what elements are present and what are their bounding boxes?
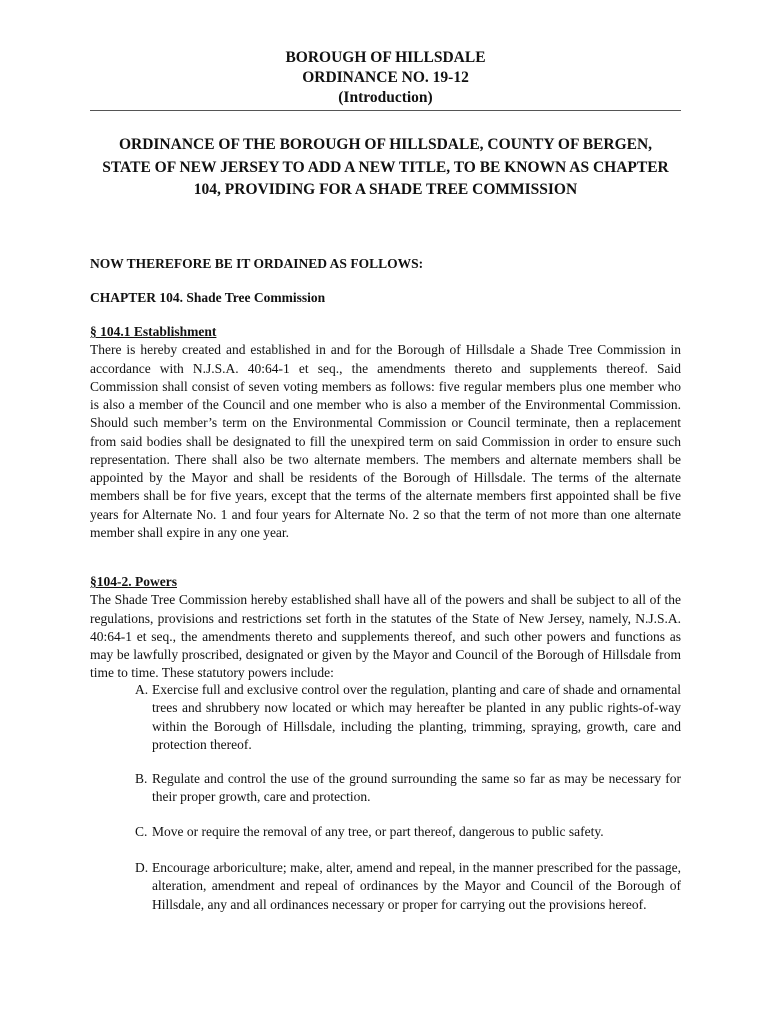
powers-list	[135, 681, 681, 754]
header-borough: BOROUGH OF HILLSDALE	[285, 49, 486, 66]
powers-list-c	[135, 823, 681, 841]
section-establishment	[90, 323, 681, 542]
list-item	[135, 770, 681, 807]
section-powers-text: The Shade Tree Commission hereby established shall have all of the powers and shall be subject to all of the regulations, provisions and restrictions set forth in the statutes of the State of New Jersey, namely, N.J.S.A. 40:64-1 et seq., the amendments thereto and supplements thereof, and such other powers and functions as may be lawfully proscribed, designated or given by the Mayor and Council of the Borough of Hillsdale from time to time. These statutory powers include:	[90, 592, 681, 681]
header-ordinance-number: ORDINANCE NO. 19-12	[302, 69, 469, 86]
list-item-text: Move or require the removal of any tree, or part thereof, dangerous to public safety.	[152, 824, 604, 839]
document-header	[90, 48, 681, 108]
list-item-text: Exercise full and exclusive control over the regulation, planting and care of shade and ornamental trees and shrubbery now located or which may hereafter be planted in any public rights-of-way within the Borough of Hillsdale, including the planting, trimming, spraying, growth, care and protection thereof.	[152, 682, 681, 752]
list-item-text: Encourage arboriculture; make, alter, amend and repeal, in the manner prescribed for the passage, alteration, amendment and repeal of ordinances by the Mayor and Council of the Borough of Hillsdale, any and all ordinances necessary or proper for carrying out the provisions hereof.	[152, 860, 681, 912]
list-item	[135, 823, 681, 841]
list-item	[135, 859, 681, 914]
header-divider	[90, 110, 681, 111]
list-item-text: Regulate and control the use of the ground surrounding the same so far as may be necessary for their proper growth, care and protection.	[152, 771, 681, 805]
section-powers-heading: §104-2. Powers	[90, 574, 177, 589]
list-item	[135, 681, 681, 754]
section-powers	[90, 573, 681, 683]
chapter-heading: CHAPTER 104. Shade Tree Commission	[90, 290, 326, 305]
section-establishment-text: There is hereby created and established in and for the Borough of Hillsdale a Shade Tree Commission in accordance with N.J.S.A. 40:64-1 et seq., the amendments thereto and supplements thereof. Said Commission shall consist of seven voting members as follows: five regular members plus one member who is also a member of the Council and one member who is also a member of the Environmental Commission. Should such member’s term on the Environmental Commission or Council terminate, then a replacement from said bodies shall be designated to fill the unexpired term on said Commission in order to ensure such representation. There shall also be two alternate members. The members and alternate members shall be appointed by the Mayor and shall be residents of the Borough of Hillsdale. The terms of the alternate members shall be for five years, except that the terms of the alternate members first appointed shall be five years for Alternate No. 1 and four years for Alternate No. 2 so that the term of not more than one alternate member shall expire in any one year.	[90, 342, 681, 540]
list-item-letter: B.	[135, 771, 148, 786]
header-introduction: (Introduction)	[338, 89, 433, 106]
list-item-letter: A.	[135, 682, 149, 697]
powers-list-d	[135, 859, 681, 914]
list-item-letter: D.	[135, 860, 149, 875]
ordained-statement: NOW THEREFORE BE IT ORDAINED AS FOLLOWS:	[90, 256, 424, 271]
powers-list-b	[135, 770, 681, 807]
list-item-letter: C.	[135, 824, 148, 839]
section-establishment-heading: § 104.1 Establishment	[90, 324, 217, 339]
ordinance-title: ORDINANCE OF THE BOROUGH OF HILLSDALE, COUNTY OF BERGEN, STATE OF NEW JERSEY TO ADD A NEW TITLE, TO BE KNOWN AS CHAPTER 104, PROVIDING FOR A SHADE TREE COMMISSION	[102, 136, 669, 198]
